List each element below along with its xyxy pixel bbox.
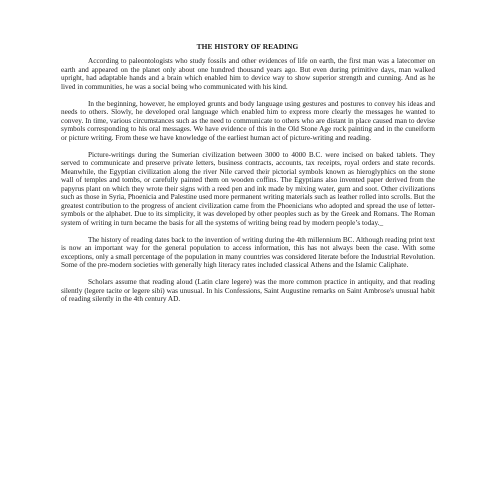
- paragraph-early-communication: In the beginning, however, he employed grunts and body language using gestures and postures to convey his ideas and needs to others. Slowly, he developed oral language which enabled him to express more clearly the messages he wanted to convey. In time, various circumstances such as the need to communicate to others who are distant in place caused man to devise symbols corresponding to his oral messages. We have evidence of this in the Old Stone Age rock painting and in the cuneiform or picture writing. From these we have knowledge of the earliest human act of picture-writing and reading.: [61, 99, 435, 142]
- paragraph-ancient-writing: Picture-writings during the Sumerian civilization between 3000 to 4000 B.C. were incised on baked tablets. They served to communicate and preserve private letters, business contracts, accounts, tax receipts, royal orders and state records. Meanwhile, the Egyptian civilization along the river Nile carved their pictorial symbols known as hieroglyphics on the stone wall of temples and tombs, or carefully painted them on wooden coffins. The Egyptians also invented paper derived from the papyrus plant on which they wrote their signs with a reed pen and ink made by mixing water, gum and soot. Other civilizations such as those in Syria, Phoenicia and Palestine used more permanent writing materials such as leather rolled into scrolls. But the greatest contribution to the progress of ancient civilization came from the Phoenicians who adopted and spread the use of letter-symbols or the alphabet. Due to its simplicity, it was developed by other peoples such as by the Greek and Romans. The Roman system of writing in turn became the basis for all the systems of writing being read by modern people’s today._: [61, 150, 435, 227]
- document-body: [61, 57, 435, 304]
- paragraph-origins: According to paleontologists who study fossils and other evidences of life on earth, the first man was a latecomer on earth and appeared on the planet only about one hundred thousand years ago. But even during primitive days, man walked upright, had adaptable hands and a brain which enabled him to device way to show superior strength and cunning. And as he lived in communities, he was a social being who communicated with his kind.: [61, 57, 435, 91]
- document-title: THE HISTORY OF READING: [196, 42, 299, 51]
- paragraph-silent-reading: Scholars assume that reading aloud (Latin clare legere) was the more common practice in antiquity, and that reading silently (legere tacite or legere sibi) was unusual. In his Confessions, Saint Augustine remarks on Saint Ambrose's unusual habit of reading silently in the 4th century AD.: [61, 278, 435, 304]
- paragraph-literacy-history: The history of reading dates back to the invention of writing during the 4th millennium BC. Although reading print text is now an important way for the general population to access information, this has not always been the case. With some exceptions, only a small percentage of the population in many countries was considered literate before the Industrial Revolution. Some of the pre-modern societies with generally high literacy rates included classical Athens and the Islamic Caliphate.: [61, 235, 435, 270]
